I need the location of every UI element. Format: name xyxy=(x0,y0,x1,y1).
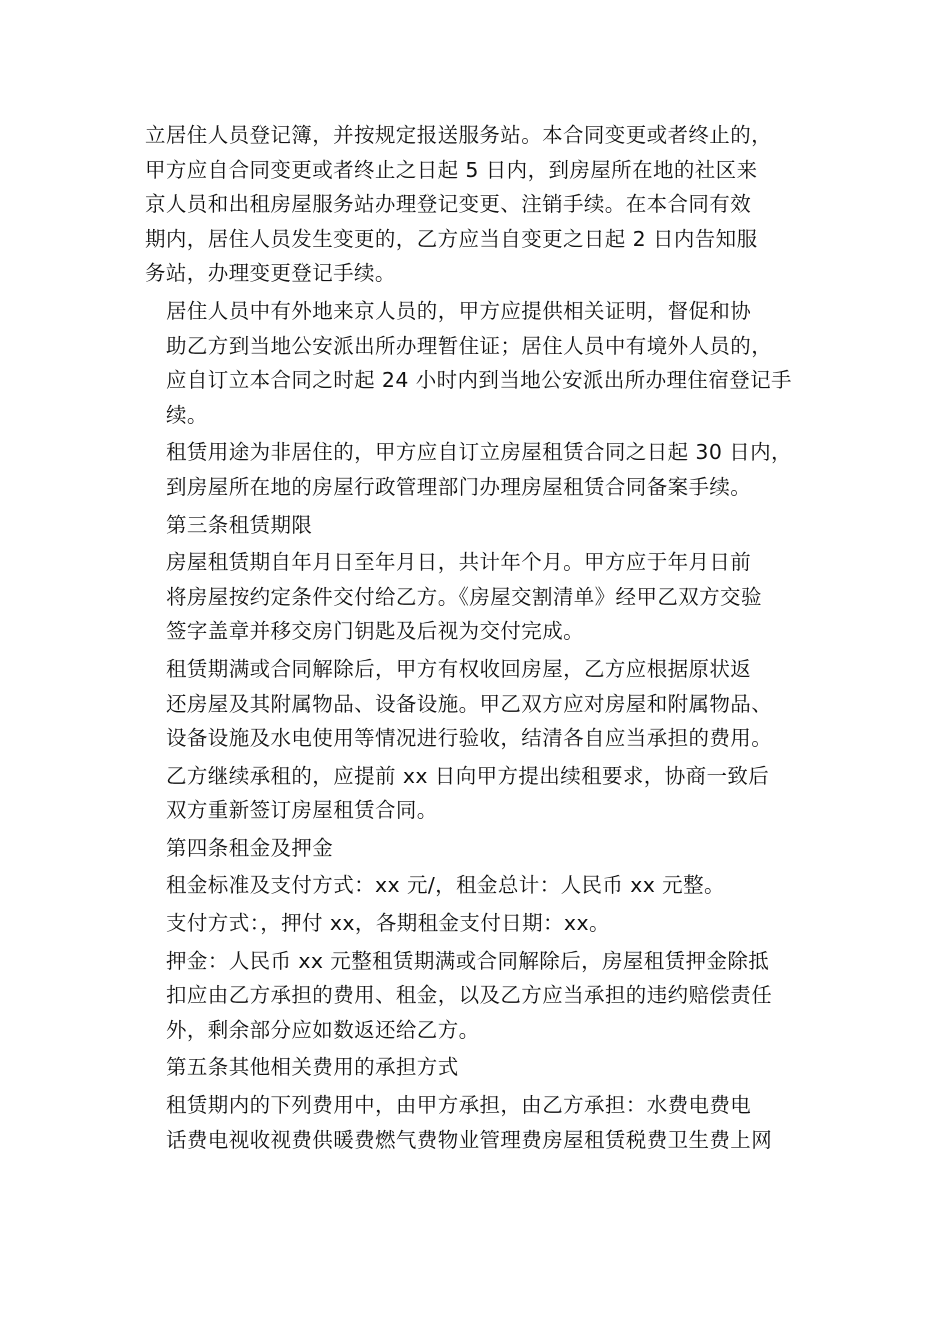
text-line: 到房屋所在地的房屋行政管理部门办理房屋租赁合同备案手续。 xyxy=(166,474,752,499)
text-line: 居住人员中有外地来京人员的，甲方应提供相关证明，督促和协 xyxy=(166,298,752,323)
text-line: 外，剩余部分应如数返还给乙方。 xyxy=(166,1017,480,1042)
text-line: 续。 xyxy=(166,402,208,427)
text-line: 签字盖章并移交房门钥匙及后视为交付完成。 xyxy=(166,619,584,644)
body-paragraph xyxy=(145,944,810,1048)
text-line: 第四条租金及押金 xyxy=(166,835,334,860)
body-paragraph xyxy=(145,652,810,756)
text-line: 设备设施及水电使用等情况进行验收，结清各自应当承担的费用。 xyxy=(166,726,773,751)
body-paragraph xyxy=(145,1088,810,1157)
text-line: 第三条租赁期限 xyxy=(166,512,313,537)
text-line: 助乙方到当地公安派出所办理暂住证；居住人员中有境外人员的， xyxy=(166,333,773,358)
body-paragraph xyxy=(145,545,810,649)
text-line: 期内，居住人员发生变更的，乙方应当自变更之日起 2 日内告知服 xyxy=(145,226,758,251)
section-heading xyxy=(145,831,810,866)
text-line: 应自订立本合同之时起 24 小时内到当地公安派出所办理住宿登记手 xyxy=(166,368,792,393)
text-line: 租赁期满或合同解除后，甲方有权收回房屋，乙方应根据原状返 xyxy=(166,656,752,681)
text-line: 租金标准及支付方式：xx 元/，租金总计：人民币 xx 元整。 xyxy=(166,873,725,898)
text-line: 房屋租赁期自年月日至年月日，共计年个月。甲方应于年月日前 xyxy=(166,550,752,575)
text-line: 扣应由乙方承担的费用、租金，以及乙方应当承担的违约赔偿责任 xyxy=(166,983,773,1008)
text-line: 租赁用途为非居住的，甲方应自订立房屋租赁合同之日起 30 日内， xyxy=(166,440,792,465)
text-line: 第五条其他相关费用的承担方式 xyxy=(166,1055,459,1080)
body-paragraph xyxy=(145,294,810,432)
text-line: 话费电视收视费供暖费燃气费物业管理费房屋租赁税费卫生费上网 xyxy=(166,1127,773,1152)
text-line: 立居住人员登记簿，并按规定报送服务站。本合同变更或者终止的， xyxy=(145,123,772,147)
document-page xyxy=(145,118,810,1157)
section-heading xyxy=(145,1050,810,1085)
text-line: 乙方继续承租的，应提前 xx 日向甲方提出续租要求，协商一致后 xyxy=(166,763,770,788)
body-paragraph xyxy=(145,759,810,828)
body-paragraph xyxy=(145,435,810,504)
section-heading xyxy=(145,508,810,543)
body-paragraph xyxy=(145,118,810,291)
text-line: 双方重新签订房屋租赁合同。 xyxy=(166,798,438,823)
text-line: 支付方式：，押付 xx，各期租金支付日期：xx。 xyxy=(166,911,610,936)
text-line: 还房屋及其附属物品、设备设施。甲乙双方应对房屋和附属物品、 xyxy=(166,691,773,716)
text-line: 租赁期内的下列费用中，由甲方承担，由乙方承担：水费电费电 xyxy=(166,1093,752,1118)
section-heading xyxy=(145,906,810,941)
text-line: 押金：人民币 xx 元整租赁期满或合同解除后，房屋租赁押金除抵 xyxy=(166,948,770,973)
text-line: 京人员和出租房屋服务站办理登记变更、注销手续。在本合同有效 xyxy=(145,192,752,217)
text-line: 将房屋按约定条件交付给乙方。《房屋交割清单》经甲乙双方交验 xyxy=(166,584,762,609)
text-line: 甲方应自合同变更或者终止之日起 5 日内，到房屋所在地的社区来 xyxy=(145,157,758,182)
section-heading xyxy=(145,868,810,903)
text-line: 务站，办理变更登记手续。 xyxy=(145,261,396,286)
